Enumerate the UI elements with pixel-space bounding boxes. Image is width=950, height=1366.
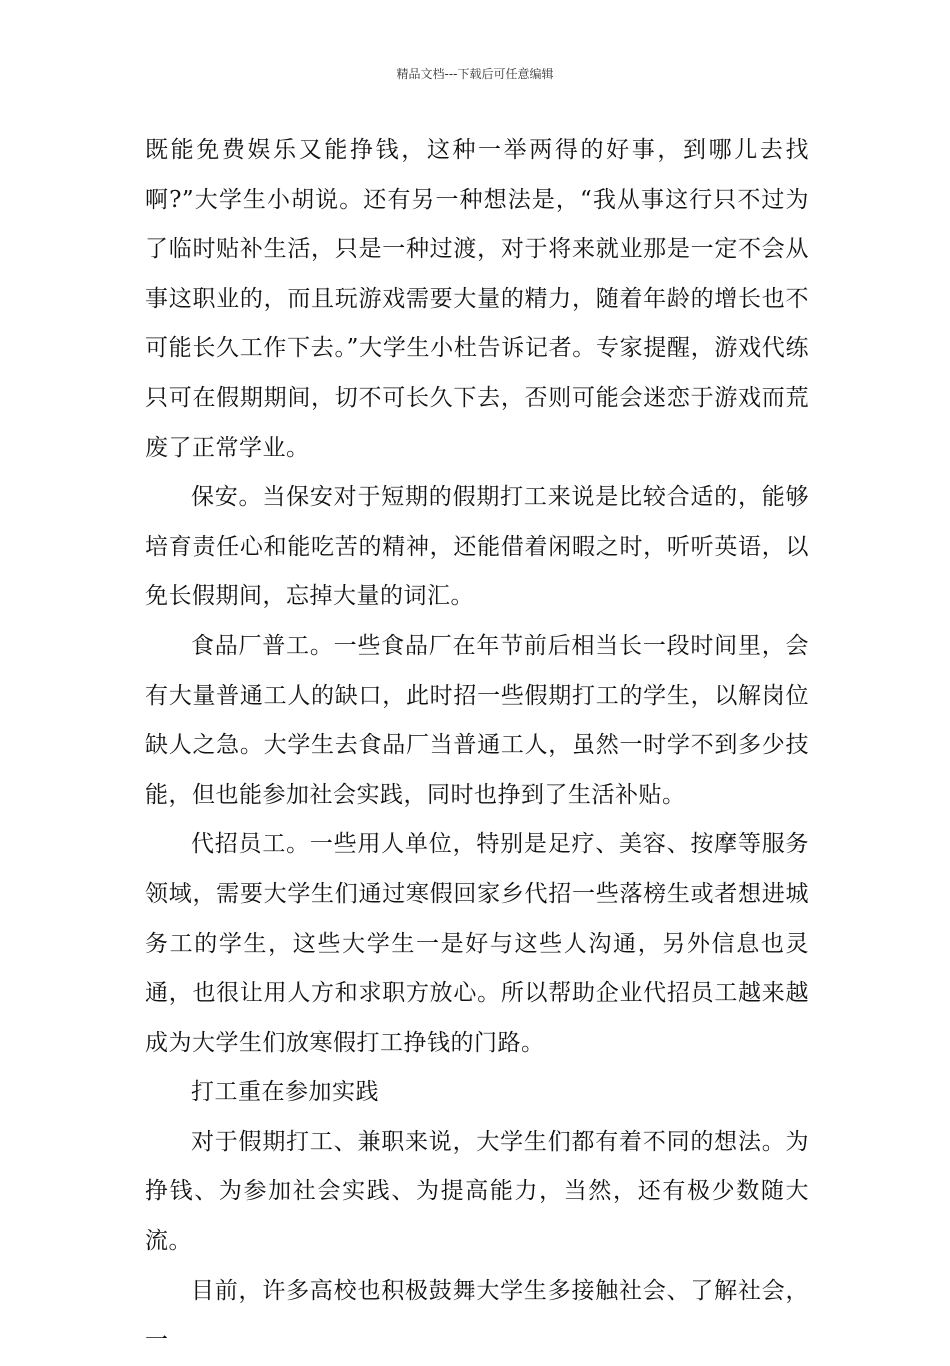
paragraph-food-factory: 食品厂普工。一些食品厂在年节前后相当长一段时间里，会有大量普通工人的缺口，此时招一些假期打工的学生，以解岗位缺人之急。大学生去食品厂当普通工人，虽然一时学不到多少技能，但也能参加社会实践，同时也挣到了生活补贴。 [145, 632, 809, 808]
paragraph-opinions: 对于假期打工、兼职来说，大学生们都有着不同的想法。为挣钱、为参加社会实践、为提高能力，当然，还有极少数随大流。 [145, 1128, 809, 1255]
section-heading: 打工重在参加实践 [191, 1079, 379, 1106]
paragraph-universities: 目前，许多高校也积极鼓舞大学生多接触社会、了解社会，一 [145, 1277, 809, 1354]
paragraph-security-guard: 保安。当保安对于短期的假期打工来说是比较合适的，能够培育责任心和能吃苦的精神，还能借着闲暇之时，听听英语，以免长假期间，忘掉大量的词汇。 [145, 484, 809, 610]
page-header: 精品文档---下载后可任意编辑 [396, 67, 554, 81]
document-body [145, 126, 809, 1366]
paragraph-recruiting: 代招员工。一些用人单位，特别是足疗、美容、按摩等服务领域，需要大学生们通过寒假回家乡代招一些落榜生或者想进城务工的学生，这些大学生一是好与这些人沟通，另外信息也灵通，也很让用人方和求职方放心。所以帮助企业代招员工越来越成为大学生们放寒假打工挣钱的门路。 [145, 831, 809, 1056]
paragraph-continuation: 既能免费娱乐又能挣钱，这种一举两得的好事，到哪儿去找啊?”大学生小胡说。还有另一种想法是，“我从事这行只不过为了临时贴补生活，只是一种过渡，对于将来就业那是一定不会从事这职业的，而且玩游戏需要大量的精力，随着年龄的增长也不可能长久工作下去。”大学生小杜告诉记者。专家提醒，游戏代练只可在假期期间，切不可长久下去，否则可能会迷恋于游戏而荒废了正常学业。 [145, 137, 809, 461]
